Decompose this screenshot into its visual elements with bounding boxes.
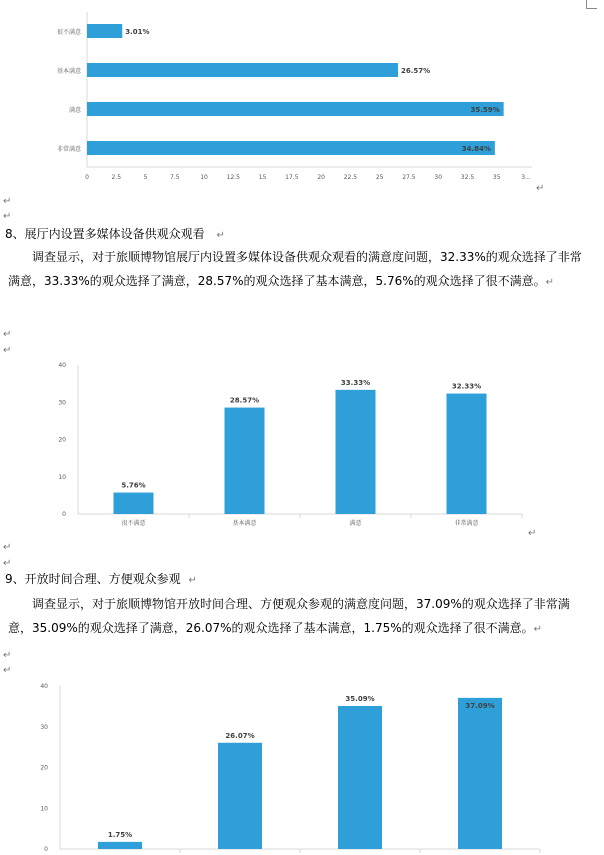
section-9-paragraph-text: 调查显示，对于旅顺博物馆开放时间合理、方便观众参观的满意度问题，37.09%的观众选择了非常满意，35.09%的观众选择了满意，26.07%的观众选择了基本满意，1.75%的观众选择了很不满意。 <box>8 597 570 635</box>
bar <box>87 63 398 77</box>
y-tick-label: 0 <box>62 511 66 518</box>
bar <box>87 141 495 155</box>
x-tick-label: 30 <box>434 174 443 181</box>
x-tick-label: 5 <box>143 174 148 181</box>
x-tick-label: 7.5 <box>170 174 180 181</box>
x-tick-label: 3... <box>521 174 531 181</box>
y-tick-label: 40 <box>40 683 48 690</box>
data-label: 26.57% <box>401 67 431 75</box>
section-8-heading-text: 8、展厅内设置多媒体设备供观众观看 <box>5 227 205 241</box>
chart-horizontal-bar <box>0 0 604 195</box>
x-tick-label: 12.5 <box>226 174 241 181</box>
category-label: 非常满意 <box>56 146 81 153</box>
data-label: 37.09% <box>465 701 495 710</box>
paragraph-mark: ↵ <box>3 542 12 553</box>
data-label: 35.59% <box>470 106 500 114</box>
x-tick-label: 35 <box>492 174 501 181</box>
paragraph-mark: ↵ <box>545 277 555 288</box>
data-label: 34.84% <box>461 145 491 153</box>
y-tick-label: 10 <box>58 473 66 481</box>
section-8-heading <box>5 227 225 243</box>
x-tick-label: 17.5 <box>285 174 299 181</box>
section-9-paragraph <box>8 592 588 642</box>
x-tick-label: 2.5 <box>111 174 122 181</box>
bar <box>98 842 142 849</box>
paragraph-mark: ↵ <box>3 558 12 569</box>
section-8-paragraph-text: 调查显示，对于旅顺博物馆展厅内设置多媒体设备供观众观看的满意度问题，32.33%的观众选择了非常满意，33.33%的观众选择了满意，28.57%的观众选择了基本满意，5.76%的观众选择了很不满意。 <box>8 250 582 288</box>
category-label: 满意 <box>68 107 81 114</box>
paragraph-mark: ↵ <box>188 575 197 586</box>
x-tick-label: 27.5 <box>402 174 416 181</box>
y-tick-label: 40 <box>58 362 66 369</box>
y-tick-label: 0 <box>44 846 48 853</box>
category-label: 非常满意 <box>454 520 479 527</box>
paragraph-mark: ↵ <box>3 665 12 676</box>
category-label: 满意 <box>349 520 362 527</box>
chart-vertical-bar-opening-hours <box>0 675 604 855</box>
section-9-heading <box>5 572 197 588</box>
paragraph-mark: ↵ <box>536 183 545 194</box>
x-tick-label: 20 <box>317 174 325 181</box>
paragraph-mark: ↵ <box>3 196 12 207</box>
category-label: 很不满意 <box>121 520 146 527</box>
chart-vertical-bar-multimedia <box>0 355 604 540</box>
y-tick-label: 20 <box>40 764 48 772</box>
x-tick-label: 22.5 <box>343 174 358 181</box>
data-label: 3.01% <box>125 28 150 36</box>
section-8-paragraph <box>8 245 584 295</box>
y-tick-label: 30 <box>40 723 48 731</box>
category-label: 基本满意 <box>232 520 257 527</box>
x-tick-label: 25 <box>375 174 384 181</box>
bar <box>225 408 265 514</box>
bar <box>218 743 262 849</box>
bar <box>336 390 376 514</box>
category-label: 基本满意 <box>56 68 81 75</box>
data-label: 1.75% <box>107 830 133 839</box>
bar <box>87 102 504 116</box>
data-label: 32.33% <box>451 382 482 391</box>
x-tick-label: 32.5 <box>460 174 475 181</box>
bar <box>114 493 154 514</box>
paragraph-mark: ↵ <box>3 650 12 661</box>
x-tick-label: 15 <box>258 174 267 181</box>
x-tick-label: 0 <box>85 174 89 181</box>
data-label: 28.57% <box>229 396 260 405</box>
y-tick-label: 10 <box>40 805 48 813</box>
paragraph-mark: ↵ <box>528 528 537 539</box>
paragraph-mark: ↵ <box>533 624 543 635</box>
data-label: 5.76% <box>121 481 146 490</box>
bar <box>458 698 502 849</box>
category-label: 很不满意 <box>56 29 81 36</box>
paragraph-mark: ↵ <box>3 211 12 222</box>
y-tick-label: 20 <box>58 436 66 444</box>
bar <box>87 24 122 38</box>
section-9-heading-text: 9、开放时间合理、方便观众参观 <box>5 572 181 586</box>
bar <box>447 394 487 514</box>
x-tick-label: 10 <box>200 174 208 181</box>
bar <box>338 706 382 849</box>
paragraph-mark: ↵ <box>3 345 12 356</box>
paragraph-mark: ↵ <box>216 230 225 241</box>
data-label: 33.33% <box>340 378 371 387</box>
data-label: 35.09% <box>345 695 375 704</box>
paragraph-mark: ↵ <box>3 329 12 340</box>
data-label: 26.07% <box>225 731 255 740</box>
y-tick-label: 30 <box>58 399 66 407</box>
